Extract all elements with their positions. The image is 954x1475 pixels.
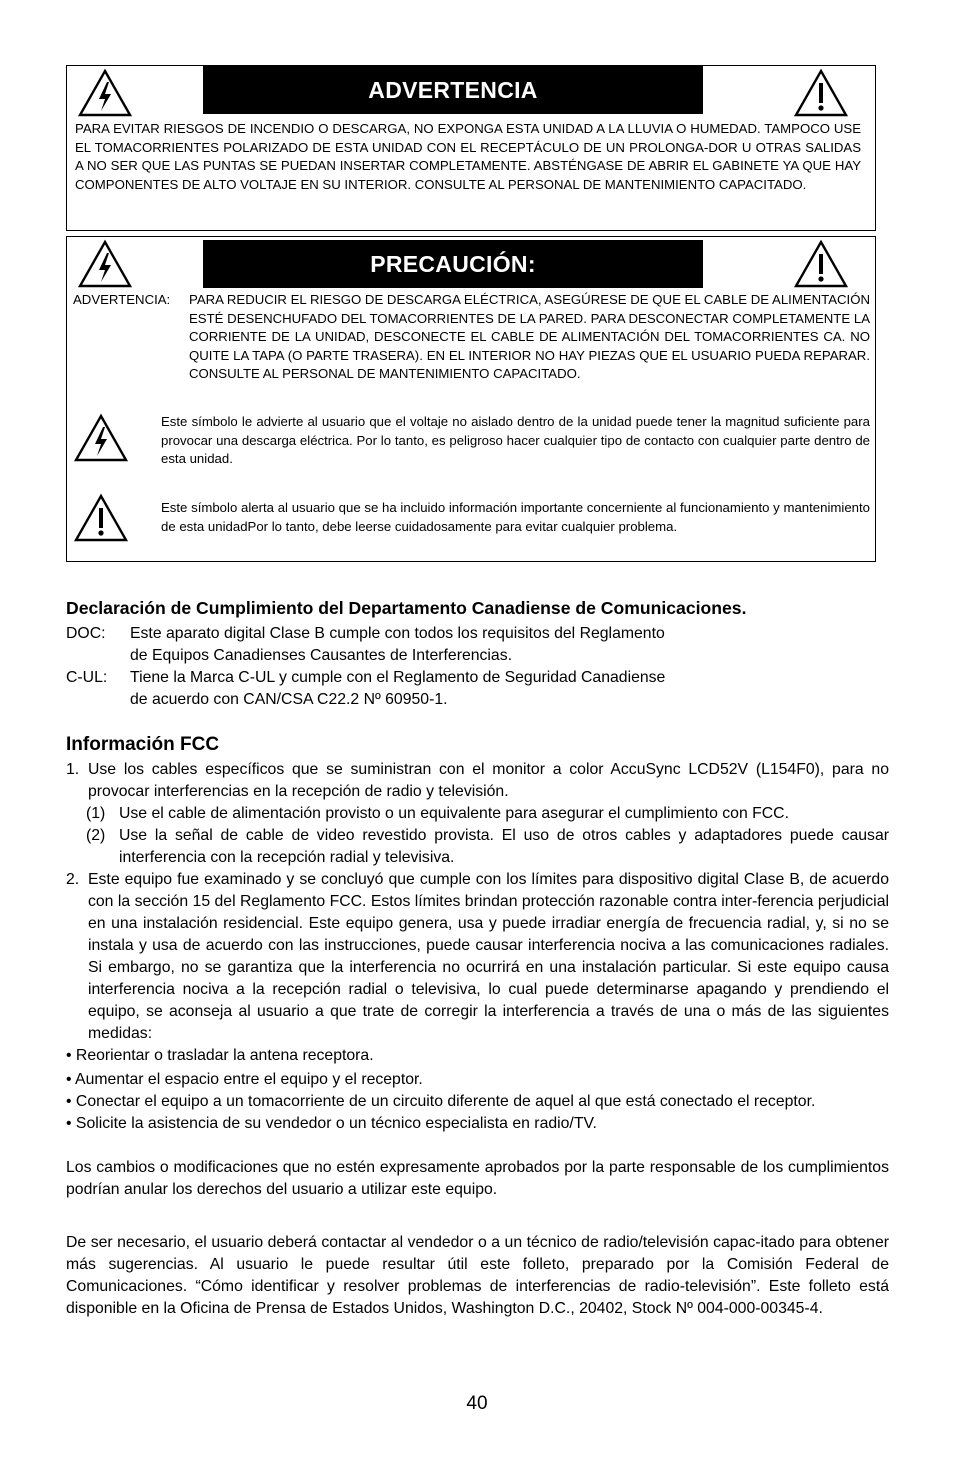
exclamation-warning-icon xyxy=(793,239,849,289)
caution-label: ADVERTENCIA: xyxy=(73,292,171,307)
lightning-warning-icon xyxy=(77,68,133,118)
fcc-bullet: • Solicite la asistencia de su vendedor o un técnico especialista en radio/TV. xyxy=(66,1115,597,1132)
fcc-item-text: Use los cables específicos que se suministran con el monitor a color AccuSync LCD52V (L154F0), para no provocar interferencias en la recepción de radio y televisión. xyxy=(88,761,889,800)
warning-banner: ADVERTENCIA xyxy=(203,66,703,114)
lightning-warning-icon xyxy=(77,239,133,289)
fcc-contact-paragraph: De ser necesario, el usuario deberá contactar al vendedor o a un técnico de radio/televisión capac-itado para obtener más sugerencias. Al usuario le puede resultar útil este folleto, preparado por la Comisión Federal de Comunicaciones. “Cómo identificar y resolver problemas de interferencias de radio-televisión”. Este folleto está disponible en la Oficina de Prensa de Estados Unidos, Washington D.C., 20402, Stock Nº 004-000-00345-4. xyxy=(66,1234,889,1317)
exclamation-symbol-icon xyxy=(73,493,129,543)
fcc-bullet: • Aumentar el espacio entre el equipo y el receptor. xyxy=(66,1071,423,1088)
fcc-sub-text: Use la señal de cable de video revestido provista. El uso de otros cables y adaptadores puede causar interferencia con la recepción radial y televisiva. xyxy=(119,827,889,866)
warning-box xyxy=(66,65,876,231)
cul-line: de acuerdo con CAN/CSA C22.2 Nº 60950-1. xyxy=(130,691,448,708)
fcc-changes-paragraph: Los cambios o modificaciones que no estén expresamente aprobados por la parte responsable de los cumplimientos podrían anular los derechos del usuario a utilizar este equipo. xyxy=(66,1159,889,1198)
fcc-item-number: 1. xyxy=(66,761,80,778)
fcc-heading: Información FCC xyxy=(66,734,220,755)
doc-heading: Declaración de Cumplimiento del Departamento Canadiense de Comunicaciones. xyxy=(66,598,747,618)
page-number: 40 xyxy=(466,1393,488,1414)
fcc-item-text: Este equipo fue examinado y se concluyó que cumple con los límites para dispositivo digital Clase B, de acuerdo con la sección 15 del Reglamento FCC. Estos límites brindan protección razonable contra inter-ferencia perjudicial en una instalación residencial. Este equipo genera, usa y puede irradiar energía de frecuencia radial, y, si no se instala y usa de acuerdo con las instrucciones, puede causar interferencia nociva a las comunicaciones radiales. Si embargo, no se garantiza que la interferencia no ocurrirá en una instalación particular. Si este equipo causa interferencia nociva a la recepción radial o televisiva, lo cual puede determinarse apagando y prendiendo el equipo, se aconseja al usuario a que trate de corregir la interferencia a través de una o más de las siguientes medidas: xyxy=(88,871,889,1042)
fcc-sub-number: (2) xyxy=(86,827,106,844)
fcc-sub-text: Use el cable de alimentación provisto o un equivalente para asegurar el cumplimiento con FCC. xyxy=(119,805,789,822)
doc-line: Este aparato digital Clase B cumple con todos los requisitos del Reglamento xyxy=(130,625,665,642)
exclamation-warning-icon xyxy=(793,68,849,118)
doc-line: de Equipos Canadienses Causantes de Interferencias. xyxy=(130,647,513,664)
cul-line: Tiene la Marca C-UL y cumple con el Reglamento de Seguridad Canadiense xyxy=(130,669,666,686)
fcc-bullet: • Conectar el equipo a un tomacorriente de un circuito diferente de aquel al que está conectado el receptor. xyxy=(66,1093,816,1110)
caution-banner: PRECAUCIÓN: xyxy=(203,240,703,288)
fcc-sub-number: (1) xyxy=(86,805,106,822)
info-symbol-text: Este símbolo alerta al usuario que se ha incluido información importante concerniente al funcionamiento y mantenimiento de esta unidadPor lo tanto, debe leerse cuidadosamente para evitar cualquier problema. xyxy=(161,500,870,534)
lightning-symbol-icon xyxy=(73,413,129,463)
doc-label: DOC: xyxy=(66,625,106,642)
caution-text: PARA REDUCIR EL RIESGO DE DESCARGA ELÉCTRICA, ASEGÚRESE DE QUE EL CABLE DE ALIMENTACIÓN ESTÉ DESENCHUFADO DEL TOMACORRIENTES DE LA PARED. PARA DESCONECTAR COMPLETAMENTE LA CORRIENTE DE LA UNIDAD, DESCONECTE EL CABLE DE ALIMENTACIÓN DEL TOMACORRIENTES CA. NO QUITE LA TAPA (O PARTE TRASERA). EN EL INTERIOR NO HAY PIEZAS QUE EL USUARIO PUEDA REPARAR. CONSULTE AL PERSONAL DE MANTENIMIENTO CAPACITADO. xyxy=(189,292,870,381)
cul-label: C-UL: xyxy=(66,669,108,686)
warning-text: PARA EVITAR RIESGOS DE INCENDIO O DESCARGA, NO EXPONGA ESTA UNIDAD A LA LLUVIA O HUMEDAD. TAMPOCO USE EL TOMACORRIENTES POLARIZADO DE ESTA UNIDAD CON EL RECEPTÁCULO DE UN PROLONGA-DOR U OTRAS SALIDAS A NO SER QUE LAS PUNTAS SE PUEDAN INSERTAR COMPLETAMENTE. ABSTÉNGASE DE ABRIR EL GABINETE YA QUE HAY COMPONENTES DE ALTO VOLTAJE EN SU INTERIOR. CONSULTE AL PERSONAL DE MANTENIMIENTO CAPACITADO. xyxy=(75,121,861,192)
fcc-bullet: • Reorientar o trasladar la antena receptora. xyxy=(66,1047,374,1064)
caution-box xyxy=(66,236,876,562)
fcc-item-number: 2. xyxy=(66,871,80,888)
voltage-symbol-text: Este símbolo le advierte al usuario que el voltaje no aislado dentro de la unidad puede tener la magnitud suficiente para provocar una descarga eléctrica. Por lo tanto, es peligroso hacer cualquier tipo de contacto con cualquier parte dentro de esta unidad. xyxy=(161,414,870,466)
